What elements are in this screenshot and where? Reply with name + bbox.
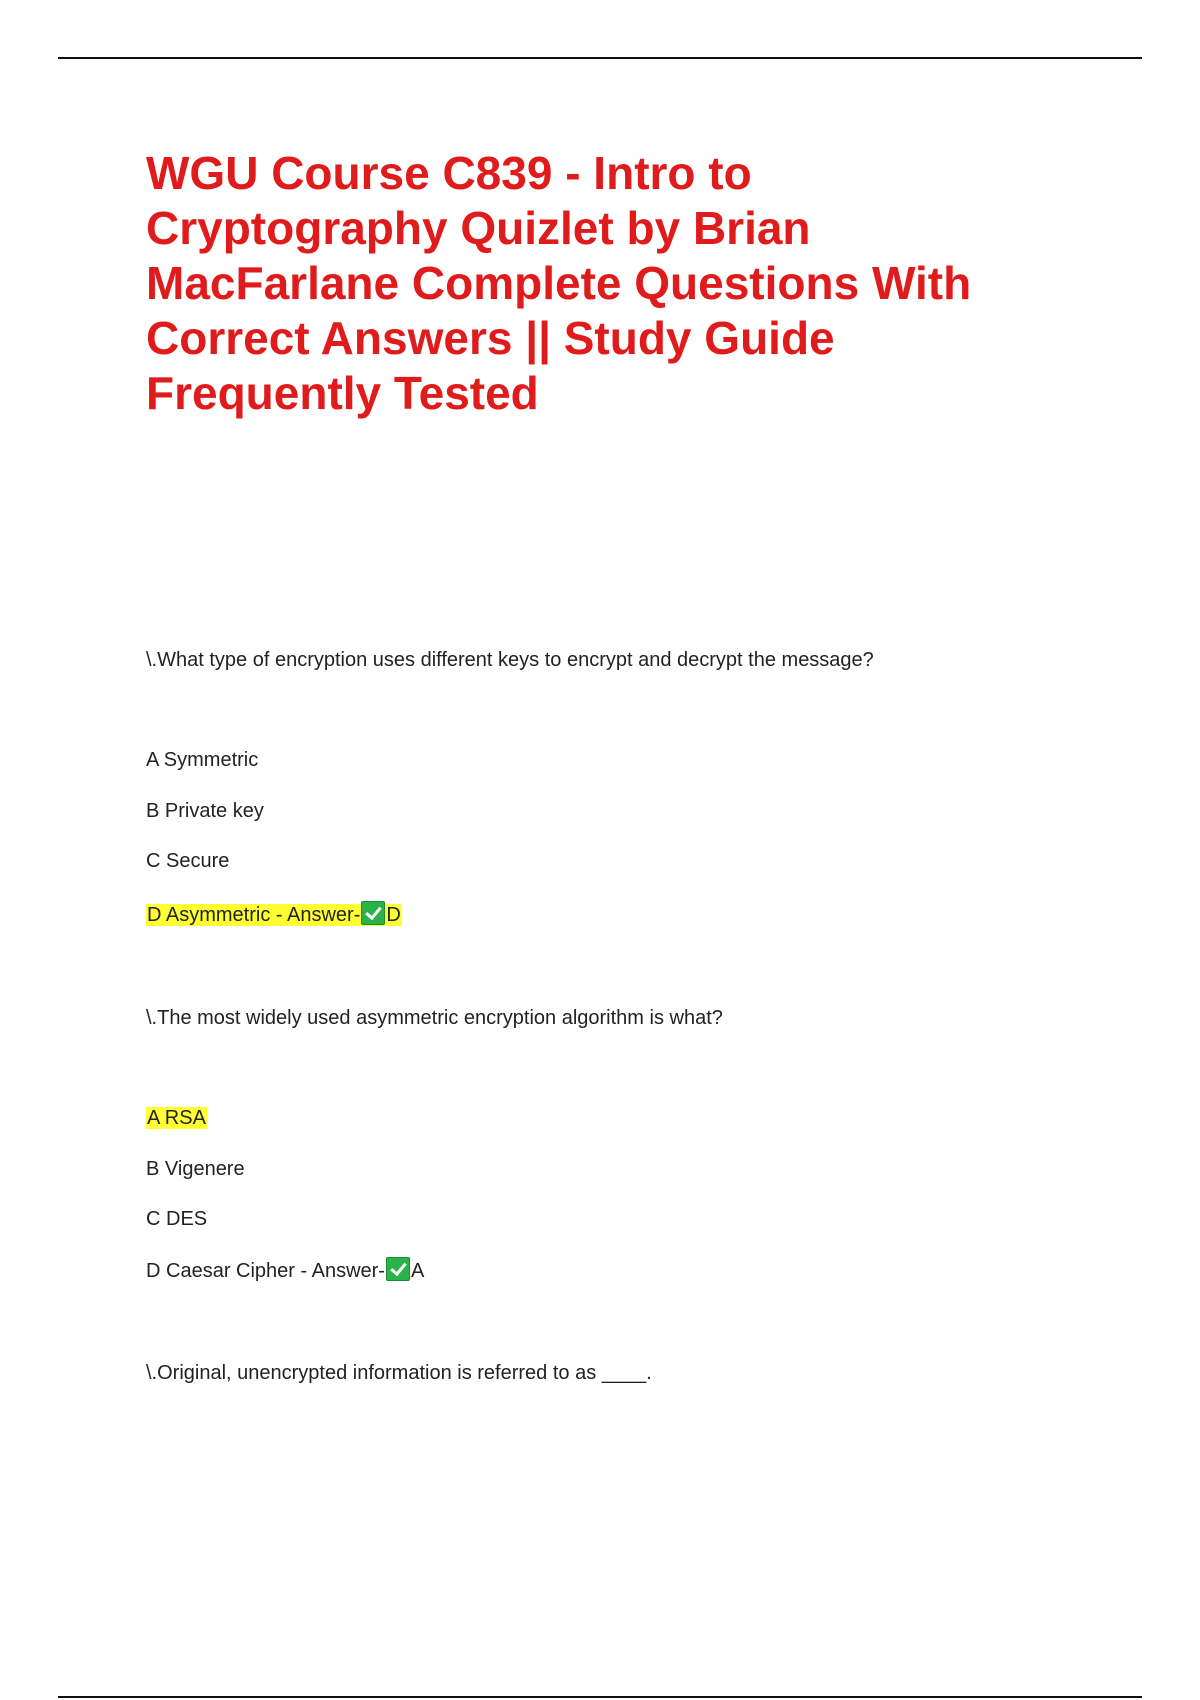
question-1-option-c: C Secure xyxy=(146,850,230,872)
question-2-answer: A xyxy=(410,1260,425,1282)
question-2-option-b: B Vigenere xyxy=(146,1158,245,1180)
question-2-prompt: \.The most widely used asymmetric encryption algorithm is what? xyxy=(146,1007,723,1029)
document-title: WGU Course C839 - Intro to Cryptography Quizlet by Brian MacFarlane Complete Questions With Correct Answers || Study Guide Frequently Tested xyxy=(146,147,972,419)
question-1-option-b: B Private key xyxy=(146,800,264,822)
question-2-option-d xyxy=(146,1257,424,1285)
question-1-answer: D xyxy=(386,904,401,926)
bottom-rule xyxy=(58,1696,1142,1698)
highlighted-answer: A RSA xyxy=(147,1107,206,1129)
question-3-prompt: \.Original, unencrypted information is referred to as ____. xyxy=(146,1362,652,1384)
question-1-option-a: A Symmetric xyxy=(146,749,259,771)
question-2-option-c: C DES xyxy=(146,1208,208,1230)
question-2-option-a xyxy=(146,1104,207,1132)
top-rule xyxy=(58,57,1142,59)
check-mark-icon xyxy=(361,901,385,925)
question-1-prompt: \.What type of encryption uses different keys to encrypt and decrypt the message? xyxy=(146,649,874,671)
question-1-option-d xyxy=(146,901,402,929)
question-1-option-d-text: D Asymmetric - Answer- xyxy=(147,904,361,926)
question-2-option-d-text: D Caesar Cipher - Answer- xyxy=(146,1260,385,1282)
check-mark-icon xyxy=(386,1257,410,1281)
highlighted-answer xyxy=(146,904,402,926)
